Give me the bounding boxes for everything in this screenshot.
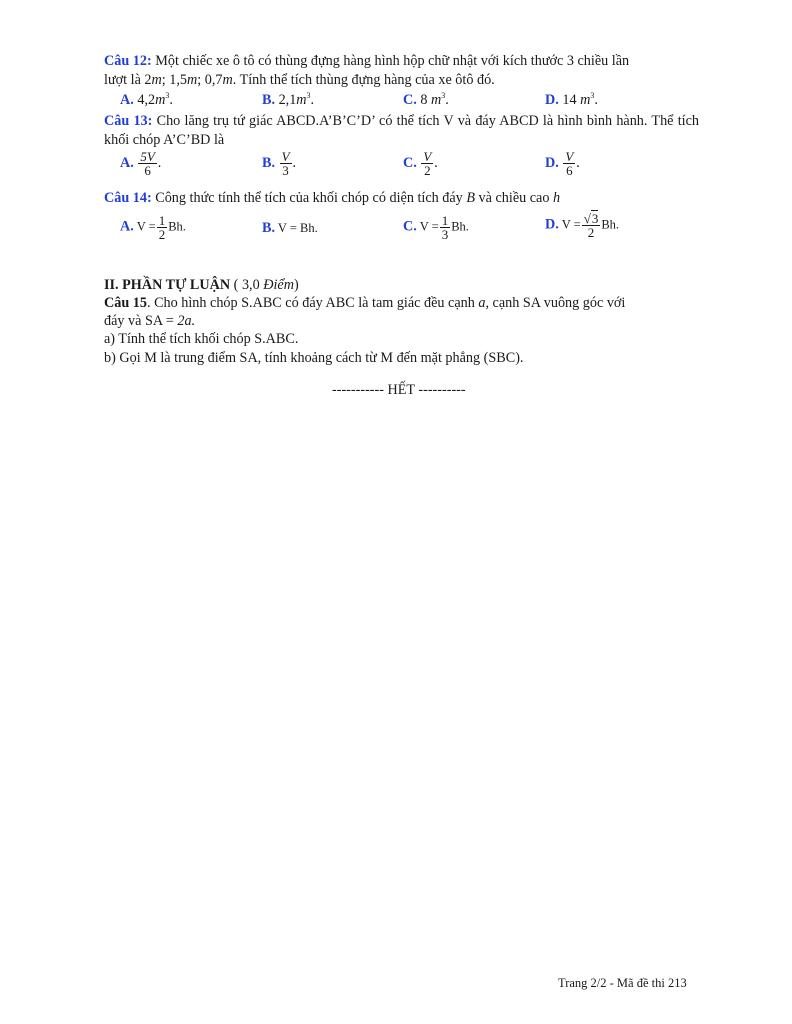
fraction: $\frac{√3}{2}$ bbox=[583, 211, 599, 240]
sqrt-numerator: √3 bbox=[583, 211, 599, 226]
q14-option-c[interactable]: C. V = $\frac{1}{3}$ Bh. bbox=[403, 213, 469, 242]
question-12-text-line1: Một chiếc xe ô tô có thùng đựng hàng hình hộp chữ nhật với kích thước 3 chiều lần bbox=[151, 53, 630, 69]
question-15: Câu 15. Cho hình chóp S.ABC có đáy ABC là tam giác đều cạnh a, cạnh SA vuông góc với bbox=[104, 295, 626, 311]
question-14: Câu 14: Công thức tính thể tích của khối chóp có diện tích đáy B và chiều cao h bbox=[104, 190, 561, 206]
q13-option-c[interactable]: C. $\frac{V}{2}$ . bbox=[403, 149, 438, 178]
fraction: $\frac{1}{3}$ bbox=[441, 213, 449, 242]
question-12-label: Câu 12: bbox=[104, 53, 152, 69]
question-13-label: Câu 13: bbox=[104, 113, 153, 129]
fraction: $\frac{1}{2}$ bbox=[158, 213, 166, 242]
fraction: $\frac{V}{6}$ bbox=[565, 149, 574, 178]
q12-option-c[interactable]: C. 8 $m^3$. bbox=[403, 91, 449, 108]
q14-option-d[interactable]: D. V = $\frac{√3}{2}$ Bh. bbox=[545, 211, 620, 240]
question-14-label: Câu 14: bbox=[104, 190, 152, 206]
q13-option-b[interactable]: B. $\frac{V}{3}$ . bbox=[262, 149, 297, 178]
question-12-line2: lượt là 2m; 1,5m; 0,7m. Tính thể tích thùng đựng hàng của xe ôtô đó. bbox=[104, 72, 495, 88]
part-2-heading: II. PHẦN TỰ LUẬN ( 3,0 Điểm) bbox=[104, 277, 299, 293]
q12-option-b[interactable]: B. $2,1m^3$. bbox=[262, 91, 315, 108]
page-footer: Trang 2/2 - Mã đề thi 213 bbox=[558, 976, 687, 990]
fraction: $\frac{V}{2}$ bbox=[423, 149, 432, 178]
question-15-line2: đáy và SA = 2a. bbox=[104, 313, 196, 329]
q14-option-b[interactable]: B. V = Bh. bbox=[262, 220, 318, 236]
question-15-label: Câu 15 bbox=[104, 295, 147, 311]
question-12 bbox=[104, 52, 629, 71]
q13-option-a[interactable]: A. $\frac{5V}{6}$ . bbox=[120, 149, 162, 178]
end-mark: ----------- HẾT ---------- bbox=[332, 382, 466, 398]
q12-option-d[interactable]: D. 14 $m^3$. bbox=[545, 91, 598, 108]
q14-option-a[interactable]: A. V = $\frac{1}{2}$ Bh. bbox=[120, 213, 186, 242]
q13-option-d[interactable]: D. $\frac{V}{6}$ . bbox=[545, 149, 580, 178]
fraction: $\frac{V}{3}$ bbox=[281, 149, 290, 178]
question-15-part-b: b) Gọi M là trung điểm SA, tính khoảng cách từ M đến mặt phẳng (SBC). bbox=[104, 350, 524, 366]
q12-option-a[interactable]: A. $4,2m^3$. bbox=[120, 91, 173, 108]
fraction: $\frac{5V}{6}$ bbox=[140, 149, 155, 178]
question-15-part-a: a) Tính thể tích khối chóp S.ABC. bbox=[104, 331, 299, 347]
question-13-text: Cho lăng trụ tứ giác ABCD.A’B’C’D’ có thể tích V và đáy ABCD là hình bình hành. Thể tích khối chóp A’C’BD là bbox=[104, 113, 699, 148]
sqrt-sign: √ bbox=[583, 211, 591, 226]
question-13 bbox=[104, 112, 699, 149]
